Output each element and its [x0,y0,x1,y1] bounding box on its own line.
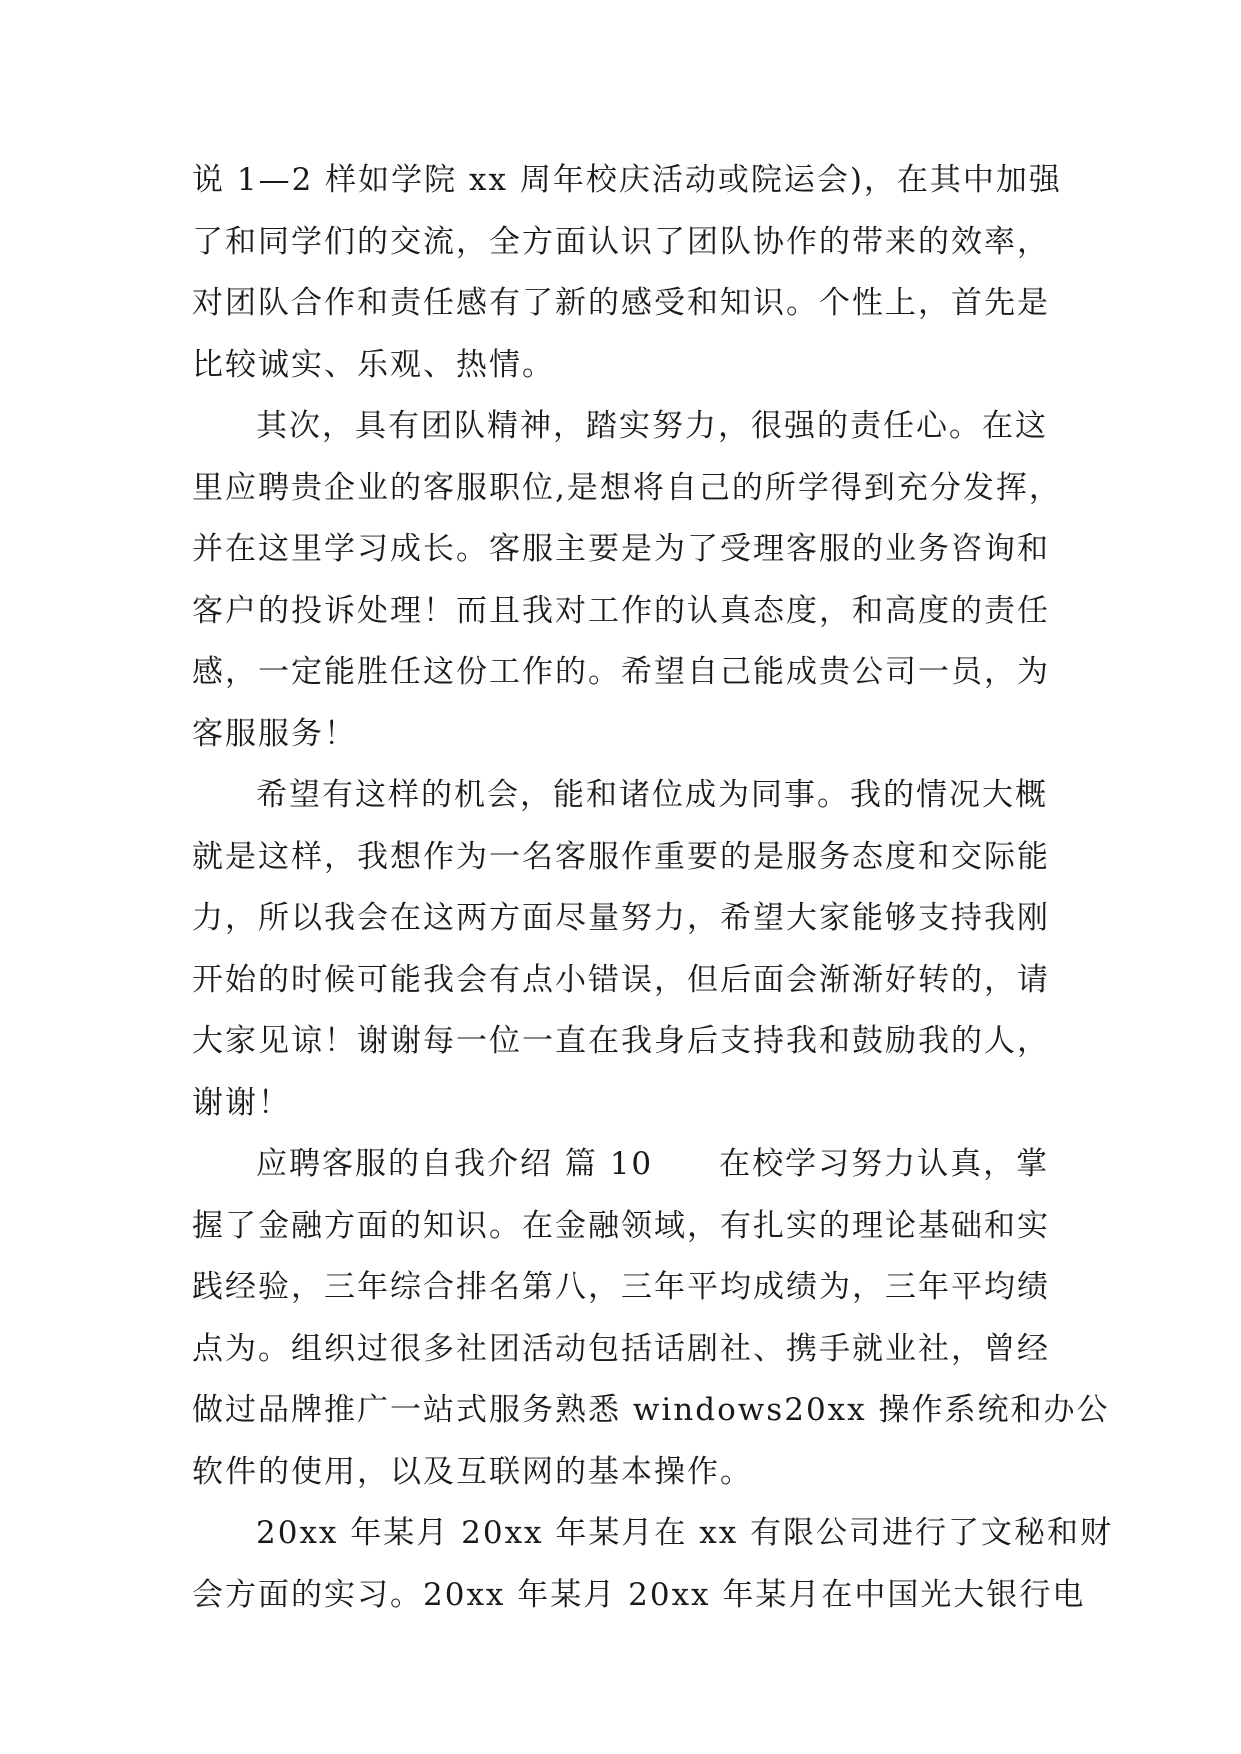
text-line: 并在这里学习成长。客服主要是为了受理客服的业务咨询和 [192,531,1050,567]
text-line: 客户的投诉处理！而且我对工作的认真态度，和高度的责任 [192,592,1050,629]
text-line: 说 1—2 样如学院 xx 周年校庆活动或院运会)，在其中加强 [192,162,1062,198]
paragraph-first-line: 希望有这样的机会，能和诸位成为同事。我的情况大概 [256,777,1048,813]
text-line: 比较诚实、乐观、热情。 [192,346,555,383]
text-line: 握了金融方面的知识。在金融领域，有扎实的理论基础和实 [192,1207,1050,1244]
text-line: 软件的使用，以及互联网的基本操作。 [192,1453,753,1490]
paragraph-first-line: 20xx 年某月 20xx 年某月在 xx 有限公司进行了文秘和财 [256,1515,1114,1551]
text-line: 客服服务！ [192,715,357,752]
text-line: 做过品牌推广一站式服务熟悉 windows20xx 操作系统和办公 [192,1392,1110,1428]
section-heading-line: 应聘客服的自我介绍 篇 10 在校学习努力认真，掌 [256,1146,1050,1182]
paragraph-first-line: 其次，具有团队精神，踏实努力，很强的责任心。在这 [256,408,1048,444]
text-line: 里应聘贵企业的客服职位,是想将自己的所学得到充分发挥， [192,469,1062,506]
text-line: 谢谢！ [192,1084,291,1121]
text-line: 就是这样，我想作为一名客服作重要的是服务态度和交际能 [192,838,1050,875]
text-line: 力，所以我会在这两方面尽量努力，希望大家能够支持我刚 [192,900,1050,936]
text-line: 对团队合作和责任感有了新的感受和知识。个性上，首先是 [192,285,1050,321]
document-body [192,150,1114,1626]
text-line: 践经验，三年综合排名第八，三年平均成绩为，三年平均绩 [192,1269,1050,1305]
text-line: 了和同学们的交流，全方面认识了团队协作的带来的效率， [192,223,1050,260]
text-line: 点为。组织过很多社团活动包括话剧社、携手就业社，曾经 [192,1330,1050,1367]
text-line: 感，一定能胜任这份工作的。希望自己能成贵公司一员，为 [192,654,1050,690]
text-line: 大家见谅！谢谢每一位一直在我身后支持我和鼓励我的人， [192,1023,1050,1059]
text-line: 会方面的实习。20xx 年某月 20xx 年某月在中国光大银行电 [192,1576,1086,1613]
text-line: 开始的时候可能我会有点小错误，但后面会渐渐好转的，请 [192,961,1050,998]
